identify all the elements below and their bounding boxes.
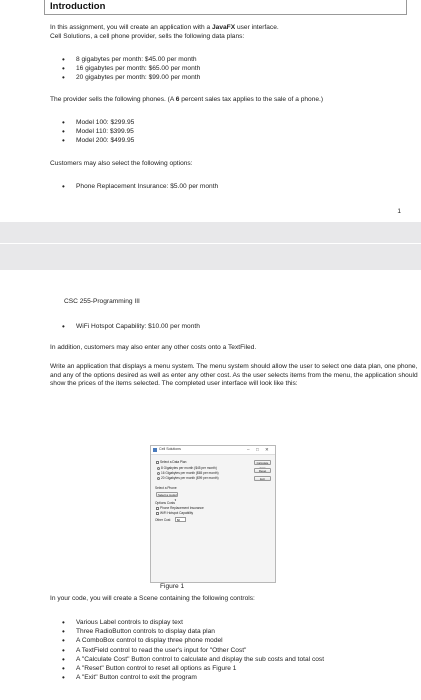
course-header: CSC 255-Programming III <box>64 298 140 305</box>
reset-button: Reset <box>254 468 271 473</box>
data-plans-list <box>62 55 200 82</box>
checkbox-icon <box>156 512 159 515</box>
phones-intro: The provider sells the following phones. (A 6 percent sales tax applies to the sale of a phone.) <box>50 96 324 103</box>
page-gap <box>0 222 421 270</box>
controls-intro: In your code, you will create a Scene containing the following controls: <box>50 595 255 602</box>
data-plan-label: Select a Data Plan <box>156 460 186 464</box>
list-item: • Various Label controls to display text <box>62 618 324 627</box>
list-item: • WiFi Hotspot Capability: $10.00 per month <box>62 322 200 331</box>
checkbox-icon <box>156 461 159 464</box>
radio-option-20gb: 20 Gigabytes per month ($99 per month) <box>157 476 219 480</box>
table-border-right <box>406 0 407 15</box>
chevron-down-icon: ▾ <box>174 497 176 502</box>
list-item: • A TextField control to read the user's input for "Other Cost" <box>62 646 324 655</box>
exit-button: Exit <box>254 476 271 481</box>
radio-icon <box>157 467 160 470</box>
radio-option-16gb: 16 Gigabytes per month ($65 per month) <box>157 471 219 475</box>
list-item: • Model 100: $299.95 <box>62 118 134 127</box>
window-title: Cell Solutions <box>159 447 181 451</box>
figure-caption: Figure 1 <box>160 583 185 590</box>
controls-list <box>62 618 324 682</box>
list-item: • A "Exit" Button control to exit the program <box>62 673 324 682</box>
list-item: • Phone Replacement Insurance: $5.00 per month <box>62 182 218 191</box>
list-item: • 16 gigabytes per month: $65.00 per month <box>62 64 200 73</box>
table-border-left <box>44 0 45 15</box>
options-label: Options Costs <box>155 501 176 505</box>
maximize-icon: □ <box>256 447 259 452</box>
list-item: • Three RadioButton controls to display data plan <box>62 627 324 636</box>
phones-list <box>62 118 134 145</box>
options-intro: Customers may also select the following options: <box>50 160 193 167</box>
list-item: • A ComboBox control to display three phone model <box>62 636 324 645</box>
page-number: 1 <box>397 208 401 215</box>
list-item: • 8 gigabytes per month: $45.00 per month <box>62 55 200 64</box>
document-page-2 <box>0 270 421 700</box>
list-item: • A "Reset" Button control to reset all options as Figure 1 <box>62 664 324 673</box>
checkbox-icon <box>156 507 159 510</box>
options-list-continued <box>62 322 200 331</box>
intro-paragraph: In this assignment, you will create an application with a JavaFX user interface. Cell Solutions, a cell phone provider, sells the following data plans: <box>50 24 279 40</box>
calculate-cost-button: Calculate <box>254 460 271 465</box>
radio-icon <box>157 477 160 480</box>
radio-icon <box>157 472 160 475</box>
heading-rule <box>44 14 407 15</box>
section-heading: Introduction <box>50 1 106 12</box>
other-cost-label: Other Cost <box>155 518 171 522</box>
list-item: • Model 110: $399.95 <box>62 127 134 136</box>
list-item: • Model 200: $499.95 <box>62 136 134 145</box>
window-title-bar <box>151 446 275 455</box>
figure-1-window <box>150 445 276 583</box>
radio-option-8gb: 8 Gigabytes per month ($45 per month) <box>157 466 217 470</box>
app-icon <box>153 448 157 452</box>
document-page-1 <box>0 0 421 222</box>
list-item: • 20 gigabytes per month: $99.00 per month <box>62 73 200 82</box>
list-item: • A "Calculate Cost" Button control to calculate and display the sub costs and total cost <box>62 655 324 664</box>
close-icon: ✕ <box>265 447 269 452</box>
phone-model-combobox: Select a model ▾ <box>158 493 177 502</box>
other-cost-field: $0 <box>175 517 186 522</box>
checkbox-hotspot: WiFi Hotspot Capability <box>156 511 193 515</box>
options-list <box>62 182 218 191</box>
minimize-icon: – <box>247 447 250 452</box>
instructions-paragraph: Write an application that displays a menu system. The menu system should allow the user to select one data plan, one phone, and any of the options desired as well as enter any other cost. As the user selects items from the menu, the application should show the prices of the items selected. The completed user interface will look like this: <box>50 363 418 388</box>
page-gap-line <box>0 243 421 244</box>
addition-paragraph: In addition, customers may also enter any other costs onto a TextFiled. <box>50 344 257 351</box>
checkbox-insurance: Phone Replacement Insurance <box>156 506 204 510</box>
phone-label: Select a Phone <box>155 486 177 490</box>
